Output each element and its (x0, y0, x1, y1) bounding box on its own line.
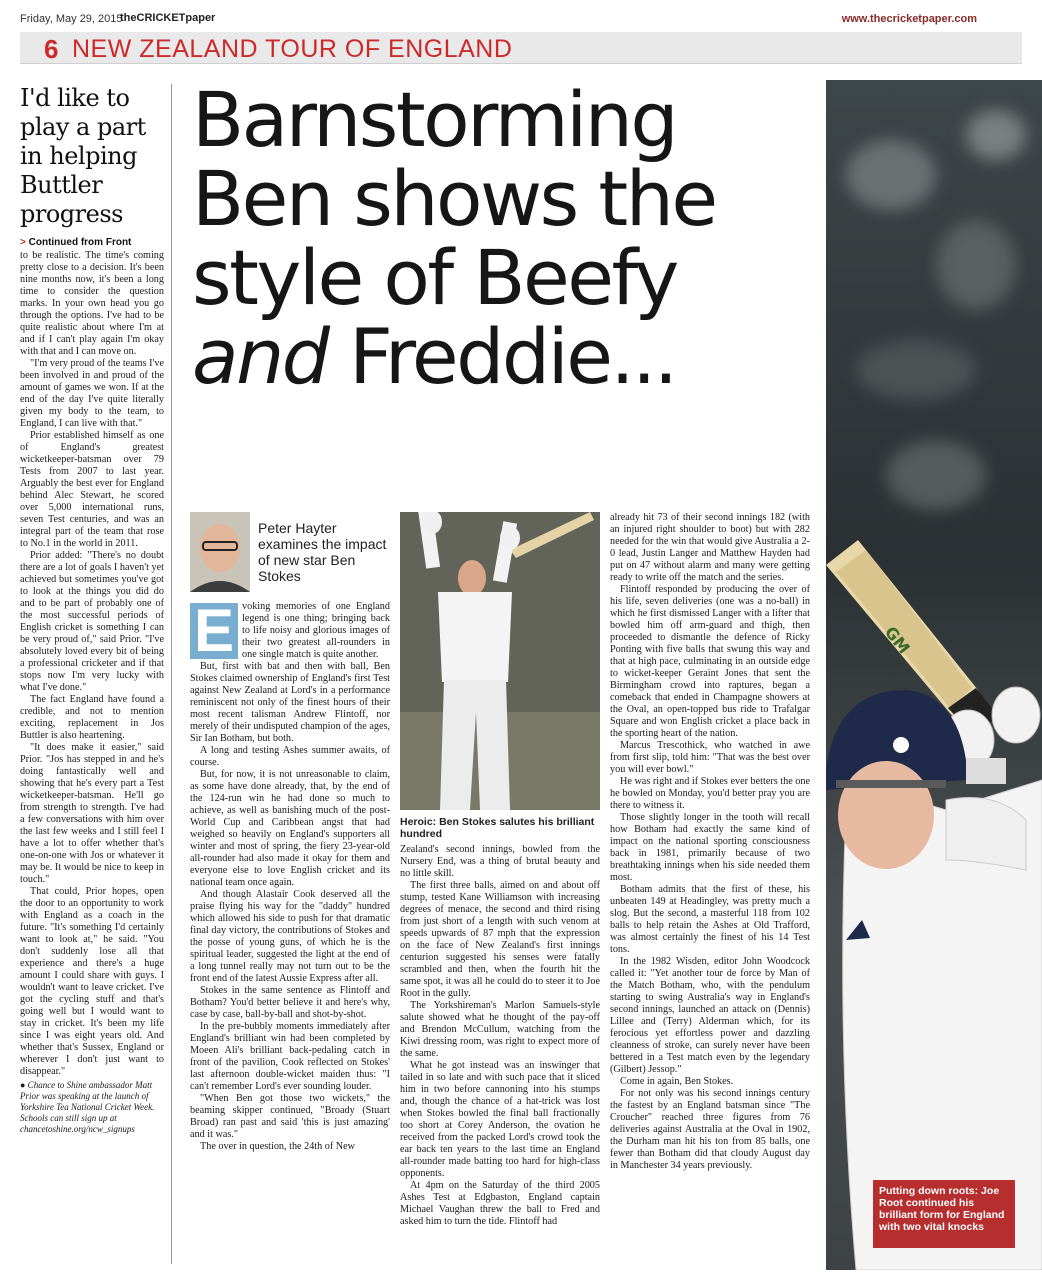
sidebar-story (20, 84, 172, 1264)
article-paragraph: Those slightly longer in the tooth will recall how Botham had exactly the same kind of impact on the national sporting consciousness back in 1981, primarily because of two breathtaking innings when his side needed them most. (610, 812, 810, 883)
article-paragraph (190, 597, 390, 664)
article-paragraph: But, first with bat and then with ball, Ben Stokes claimed ownership of England's first Test against New Zealand at Lord's in a performance reminiscent not only of the finest hours of their most recent talisman Andrew Flintoff, nor merely of their undisputed champion of the ages, Sir Ian Botham, but both. (190, 661, 390, 744)
article-paragraph: Come in again, Ben Stokes. (620, 1076, 734, 1087)
website-url[interactable]: www.thecricketpaper.com (841, 13, 977, 25)
sidebar-paragraph: "I'm very proud of the teams I've been involved in and proud of the amount of games we won. If at the end of the day I've quite literally given my body to the team, to England, I can live with that." (20, 358, 164, 429)
sidebar-paragraph: The fact England have found a credible, and not to mention exciting, replacement in Jos Buttler is also heartening. (20, 694, 164, 741)
crowd-blur (966, 110, 1026, 160)
article-paragraph: Stokes in the same sentence as Flintoff and Botham? You'd better believe it and here's why, case by case, ball-by-ball and shot-by-shot. (190, 985, 390, 1020)
article-paragraph: A long and testing Ashes summer awaits, of course. (190, 745, 390, 768)
author-photo (190, 512, 250, 592)
article-paragraph: Flintoff responded by producing the over of his life, seven deliveries (one was a no-ball) in which he first dismissed Langer with a lifter that bowled him off arm-guard and thigh, then proceeded to dismantle the defence of Ricky Ponting with five balls that swung this way and that at high pace, culminating in an outside edge to wicket-keeper Geraint Jones that sent the Birmingham crowd into raptures, began a comeback that ended in Champagne showers at the Oval, an open-topped bus ride to Trafalgar Square and won English cricket a place back in the sporting heart of the nation. (610, 584, 810, 739)
headline-line: Barnstorming (192, 75, 677, 164)
article-paragraph: But, for now, it is not unreasonable to claim, as some have done already, that, by the end of the 124-run win he had done so much to achieve, as well as banishing much of the post-World Cup and Caribbean angst that had weighed so heavily on England's supporters all winter and most of spring, the fiery 23-year-old all-rounder had also made it okay for them and everyone else to love English cricket and its national team once again. (190, 769, 390, 888)
article-paragraph: What he got instead was an inswinger that tailed in so late and with such pace that it sliced him in two before cannoning into his stumps and, though the chance of a hat-trick was lost when Stokes bowled the final ball fractionally too short at Corey Anderson, the ovation he received from the packed Lord's crowd took the ear back ten years to the last time an England all-rounder made batting too hard for high-class opponents. (400, 1060, 600, 1179)
crowd-blur (886, 440, 986, 510)
sidebar-footnote: ● Chance to Shine ambassador Matt Prior was speaking at the launch of Yorkshire Tea National Cricket Week. Schools can still sign up at chancetoshine.org/ncw_signups (20, 1080, 155, 1134)
photo-caption-stokes: Heroic: Ben Stokes salutes his brilliant hundred (400, 816, 595, 840)
crowd-blur (846, 140, 936, 210)
article-paragraph: The over in question, the 24th of New (200, 1141, 356, 1152)
article-paragraph: For not only was his second innings century the fastest by an England batsman since "The Croucher" reached three figures from 76 deliveries against Australia at the Oval in 1902, the Durham man hit his ton from 85 balls, one fewer than Botham did that cloudy August day in Manchester 34 years previously. (610, 1088, 810, 1171)
headline-line (192, 312, 812, 401)
page-header (20, 12, 1022, 28)
sidebar-paragraph: to be realistic. The time's coming pretty close to a decision. It's been nine months now, it's been a long time to consider the question marks. In your own head you go through the options. I've had to be quite realistic about where I'm at and if I can't play again I'm okay with that and I can move on. (20, 250, 164, 357)
headline-and: and (192, 312, 328, 401)
headline-line: style of Beefy (192, 233, 677, 322)
article-paragraph: Botham admits that the first of these, his unbeaten 149 at Headingley, was pretty much a slog. But the second, a masterful 118 from 102 balls to help retain the Ashes at Old Trafford, was almost certainly the finest of his 14 Test tons. (610, 884, 810, 955)
sidebar-paragraph: "It does make it easier," said Prior. "Jos has stepped in and he's doing fantastically well and showing that he's every part a Test wicketkeeper-batsman. He'll go from strength to strength. I've had a few conversations with him over the last few weeks and I still feel I have a lot to offer whether that's one-on-one with Jos or whatever it may be. It would be nice to keep in touch." (20, 742, 164, 885)
byline (190, 512, 390, 592)
article-paragraph: "When Ben got those two wickets," the beaming skipper continued, "Broady (Stuart Broad) ran past and said 'this is just amazing' and it was." (190, 1093, 390, 1140)
stokes-figure (400, 512, 600, 810)
continued-label (20, 237, 164, 248)
glove (992, 687, 1040, 743)
lead-text: voking memories of one England legend is one thing; bringing back to life noisy and glorious images of their two greatest all-rounders in one single match is quite another. (242, 601, 390, 660)
article-paragraph: The first three balls, aimed on and about off stump, tested Kane Williamson with increasing degrees of menace, the second and third rising from just short of a length with such venom at speeds upwards of 87 mph that the expression on the face of New Zealand's first innings centurion suggested his senses were fatally scrambled and then, when the fourth hit the same spot, it was all he could do to steer it to Joe Root in the gully. (400, 880, 600, 999)
photo-caption: Putting down roots: Joe Root continued his brilliant form for England with two vital knocks (873, 1180, 1015, 1248)
sidebar-paragraph: Prior established himself as one of England's greatest wicketkeeper-batsman over 79 Tests from 2007 to last year. Arguably the best ever for England behind Alec Stewart, he scored over 5,000 international runs, seven Test centuries, and was an integral part of the team that rose to No.1 in the world in 2011. (20, 430, 164, 549)
wristband (966, 758, 1006, 784)
article-column-2 (400, 844, 600, 1228)
article-paragraph: In the pre-bubbly moments immediately after England's brilliant win had been completed by Moeen Ali's brilliant back-pedaling catch in front of the pavilion, Cook reflected on Stokes' last afternoon double-wicket maiden thus: "I can't remember Lord's ever sounding louder. (190, 1021, 390, 1092)
sidebar-paragraph: Prior added: "There's no doubt there are a lot of goals I haven't yet achieved but sometimes you've got to look at the things you did do and to be part of probably one of the most successful periods of English cricket is something I can be very proud of," said Prior. "I've absolutely loved every bit of being a professional cricketer and if that stops now I'm very lucky with what I've done." (20, 550, 164, 693)
player-face (838, 761, 934, 869)
chevron-right-icon: > (20, 237, 26, 248)
section-title: NEW ZEALAND TOUR OF ENGLAND (72, 35, 513, 63)
byline-text: Peter Hayter examines the impact of new star Ben Stokes (258, 520, 387, 584)
author-avatar-icon (190, 512, 250, 592)
main-headline (192, 75, 812, 401)
article-paragraph: At 4pm on the Saturday of the third 2005 Ashes Test at Edgbaston, England captain Michael Vaughan threw the ball to Fred and asked him to turn the tide. Flintoff had (400, 1180, 600, 1227)
bat-logo: GM (880, 622, 914, 658)
headline-freddie: Freddie... (327, 312, 676, 401)
stokes-photo (400, 512, 600, 810)
crowd-blur (936, 220, 1016, 310)
page-number: 6 (44, 34, 59, 64)
sidebar-headline: I'd like to play a part in helping Buttler progress (20, 84, 146, 228)
headline-line: Ben shows the (192, 154, 716, 243)
article-paragraph: The Yorkshireman's Marlon Samuels-style salute showed what he thought of the pay-off and Brendon McCullum, watching from the Kiwi dressing room, was right to expect more of the same. (400, 1000, 600, 1059)
batsman-figure (826, 540, 1042, 1270)
issue-date: Friday, May 29, 2015 (20, 13, 123, 25)
article-paragraph: And though Alastair Cook deserved all the praise flying his way for the "daddy" hundred which allowed his side to push for that dramatic final day victory, the contributions of Stokes and the posse of young guns, of which he is the spiritual leader, suggested the light at the end of a long tunnel really may not turn out to be the front end of the latest Aussie Express after all. (190, 889, 390, 984)
drop-cap: E (190, 603, 238, 659)
article-column-1 (190, 597, 390, 1153)
article-paragraph: In the 1982 Wisden, editor John Woodcock called it: "Yet another tour de force by Man of the Match Botham, who, with the pendulum starting to swing Australia's way in England's second innings, launched an attack on (Dennis) Lillee and (Terry) Alderman which, for its ferocious yet effortless power and dazzling cleanness of stroke, can surely never have been bettered in a Test match even by the legendary (Gilbert) Jessop." (610, 956, 810, 1075)
helmet-grille (836, 780, 946, 788)
article-paragraph: Marcus Trescothick, who watched in awe from first slip, told him: "That was the best over you will ever bowl." (610, 740, 810, 775)
article-paragraph: Zealand's second innings, bowled from the Nursery End, was a thing of brutal beauty and no little skill. (400, 844, 600, 879)
section-bar (20, 32, 1022, 64)
article-paragraph: already hit 73 of their second innings 182 (with an injured right shoulder to boot) but with 282 needed for the win that would give Australia a 2-0 lead, Justin Langer and Matthew Hayden had put on 47 without alarm and many were getting ready to write off the match and the series. (610, 512, 810, 583)
article-paragraph: He was right and if Stokes ever betters the one he bowled on Monday, you'd better pray you are there to witness it. (610, 776, 810, 811)
sidebar-body (20, 250, 164, 1078)
masthead: theCRICKETpaper (120, 12, 216, 24)
crowd-blur (856, 340, 976, 400)
helmet-badge (893, 737, 909, 753)
sidebar-paragraph: That could, Prior hopes, open the door to an opportunity to work with England as a coach in the future. "It's something I'd certainly want to look at," he said. "You don't suddenly lose all that experience and there's a huge amount I could share with guys. I wouldn't want to leave cricket. I've got the cycling stuff and that's going well but I would want to stay in cricket. It's been my life since I was eight years old. And whether that's Sussex, England or wherever I don't just want to disappear." (20, 886, 164, 1077)
article-column-3 (610, 512, 810, 1172)
continued-text: Continued from Front (28, 237, 132, 248)
